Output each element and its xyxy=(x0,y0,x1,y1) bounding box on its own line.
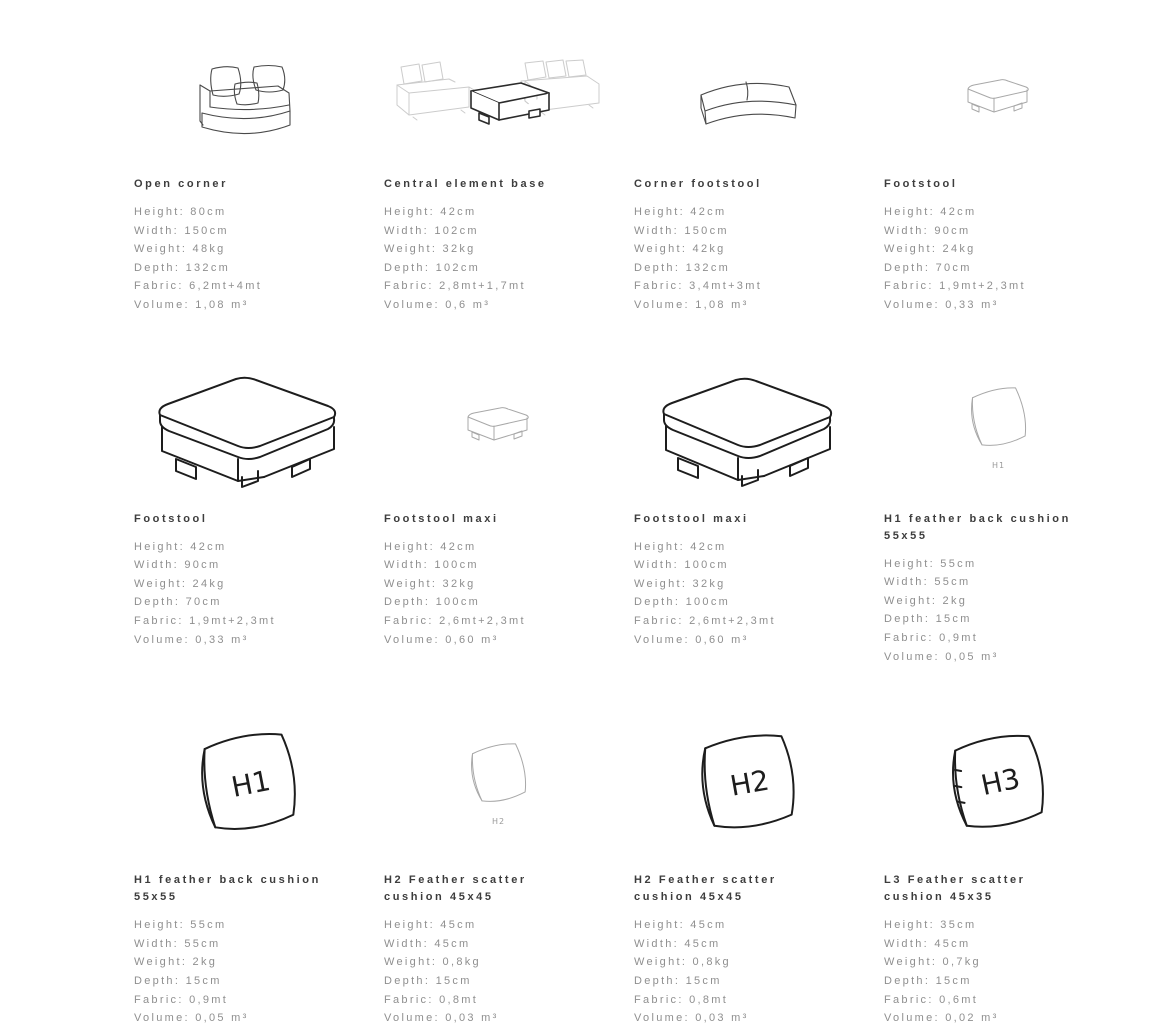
title-line: H1 feather back cushion xyxy=(884,512,1071,525)
spec-depth: Depth: 100cm xyxy=(384,596,481,609)
title-line: Footstool maxi xyxy=(634,512,749,525)
spec-height: Height: 42cm xyxy=(634,540,727,553)
title-line: H1 feather back cushion xyxy=(134,874,321,887)
title-line: Corner footstool xyxy=(634,178,762,190)
open-corner-sofa-illustration xyxy=(134,38,362,160)
footstool-illustration xyxy=(884,38,1112,160)
spec-depth: Depth: 132cm xyxy=(134,261,231,274)
corner-footstool-illustration xyxy=(634,38,862,160)
spec-depth: Depth: 15cm xyxy=(634,974,722,987)
cushion-label: H1 xyxy=(228,764,274,804)
cushion-label: H2 xyxy=(727,763,772,803)
product-specs xyxy=(634,916,862,1028)
spec-weight: Weight: 0,7kg xyxy=(884,956,981,969)
spec-width: Width: 90cm xyxy=(134,559,221,572)
spec-width: Width: 45cm xyxy=(634,937,721,950)
spec-width: Width: 55cm xyxy=(134,937,221,950)
spec-weight: Weight: 48kg xyxy=(134,243,226,256)
product-specs xyxy=(884,916,1112,1028)
spec-depth: Depth: 15cm xyxy=(884,974,972,987)
spec-weight: Weight: 32kg xyxy=(634,577,726,590)
large-cushion-illustration xyxy=(634,708,862,856)
spec-volume: Volume: 0,02 m³ xyxy=(884,1012,999,1025)
spec-depth: Depth: 102cm xyxy=(384,261,481,274)
spec-width: Width: 150cm xyxy=(134,224,229,237)
grid-row-3 xyxy=(134,708,1170,1028)
product-card-central-element-base xyxy=(384,38,634,315)
product-card-corner-footstool xyxy=(634,38,884,315)
spec-weight: Weight: 2kg xyxy=(134,956,218,969)
large-cushion-illustration xyxy=(884,708,1112,856)
sectional-central-ottoman-icon xyxy=(391,51,606,147)
title-line: cushion 45x35 xyxy=(884,891,994,904)
spec-depth: Depth: 15cm xyxy=(384,974,472,987)
product-title xyxy=(634,176,862,193)
title-line: H2 Feather scatter xyxy=(384,874,527,887)
spec-fabric: Fabric: 3,4mt+3mt xyxy=(634,280,763,293)
spec-fabric: Fabric: 0,8mt xyxy=(634,993,729,1006)
spec-fabric: Fabric: 0,8mt xyxy=(384,993,479,1006)
spec-width: Width: 102cm xyxy=(384,224,479,237)
small-cushion-illustration xyxy=(384,708,612,856)
spec-volume: Volume: 0,60 m³ xyxy=(634,633,749,646)
large-cushion-illustration xyxy=(134,708,362,856)
title-line: Footstool xyxy=(134,512,208,525)
corner-footstool-icon xyxy=(689,63,807,135)
spec-fabric: Fabric: 0,9mt xyxy=(884,631,979,644)
spec-weight: Weight: 0,8kg xyxy=(384,956,481,969)
product-specs xyxy=(634,203,862,315)
spec-height: Height: 45cm xyxy=(634,919,727,932)
spec-weight: Weight: 42kg xyxy=(634,243,726,256)
title-line: cushion 45x45 xyxy=(634,891,744,904)
product-card-footstool-large xyxy=(134,357,384,667)
product-card-h1-cushion-small xyxy=(884,357,1134,667)
spec-volume: Volume: 0,60 m³ xyxy=(384,633,499,646)
large-footstool-illustration xyxy=(134,357,362,495)
product-card-footstool xyxy=(884,38,1134,315)
spec-fabric: Fabric: 2,8mt+1,7mt xyxy=(384,280,526,293)
title-line: 55x55 xyxy=(884,529,928,542)
product-title xyxy=(384,176,612,193)
spec-weight: Weight: 24kg xyxy=(134,577,226,590)
title-line: L3 Feather scatter xyxy=(884,874,1026,887)
product-title xyxy=(634,872,862,906)
title-line: cushion 45x45 xyxy=(384,891,494,904)
footstool-maxi-large-icon xyxy=(650,364,846,488)
spec-volume: Volume: 0,03 m³ xyxy=(384,1012,499,1025)
spec-width: Width: 45cm xyxy=(384,937,471,950)
title-line: 55x55 xyxy=(134,891,178,904)
spec-fabric: Fabric: 0,9mt xyxy=(134,993,229,1006)
cushion-small-icon xyxy=(952,378,1044,474)
title-line: Footstool maxi xyxy=(384,512,499,525)
product-specs xyxy=(634,538,862,650)
large-footstool-icon xyxy=(144,363,352,489)
product-card-footstool-maxi-small xyxy=(384,357,634,667)
spec-width: Width: 55cm xyxy=(884,576,971,589)
product-specs xyxy=(884,555,1112,667)
product-specs xyxy=(384,203,612,315)
spec-volume: Volume: 0,03 m³ xyxy=(634,1012,749,1025)
spec-weight: Weight: 2kg xyxy=(884,594,968,607)
product-title xyxy=(384,872,612,906)
spec-volume: Volume: 0,05 m³ xyxy=(884,650,999,663)
spec-volume: Volume: 1,08 m³ xyxy=(634,298,749,311)
spec-height: Height: 45cm xyxy=(384,919,477,932)
product-card-footstool-maxi-large xyxy=(634,357,884,667)
title-line: H2 Feather scatter xyxy=(634,874,777,887)
cushion-label: H1 xyxy=(992,460,1006,470)
spec-depth: Depth: 70cm xyxy=(134,596,222,609)
title-line: Central element base xyxy=(384,178,547,190)
spec-height: Height: 80cm xyxy=(134,206,227,218)
spec-height: Height: 42cm xyxy=(134,540,227,553)
product-specs xyxy=(384,538,612,650)
product-title xyxy=(134,872,362,906)
spec-fabric: Fabric: 2,6mt+2,3mt xyxy=(384,614,526,627)
product-specs xyxy=(134,538,362,650)
spec-width: Width: 100cm xyxy=(384,559,479,572)
product-title xyxy=(134,511,362,528)
spec-depth: Depth: 70cm xyxy=(884,261,972,274)
product-title xyxy=(134,176,362,193)
product-title xyxy=(634,511,862,528)
footstool-maxi-icon xyxy=(456,396,540,456)
spec-fabric: Fabric: 2,6mt+2,3mt xyxy=(634,614,776,627)
footstool-icon xyxy=(956,70,1040,128)
product-card-h2-cushion-large xyxy=(634,708,884,1028)
spec-weight: Weight: 0,8kg xyxy=(634,956,731,969)
product-title xyxy=(384,511,612,528)
spec-depth: Depth: 15cm xyxy=(884,613,972,626)
spec-width: Width: 90cm xyxy=(884,224,971,237)
product-specs xyxy=(134,916,362,1028)
spec-volume: Volume: 0,33 m³ xyxy=(134,633,249,646)
product-card-open-corner xyxy=(134,38,384,315)
product-specs xyxy=(384,916,612,1028)
large-footstool-maxi-illustration xyxy=(634,357,862,495)
open-corner-sofa-icon xyxy=(188,49,308,149)
cushion-label: H2 xyxy=(492,817,506,827)
spec-depth: Depth: 15cm xyxy=(134,974,222,987)
spec-fabric: Fabric: 1,9mt+2,3mt xyxy=(134,614,276,627)
grid-row-2 xyxy=(134,357,1170,667)
product-title xyxy=(884,511,1112,545)
spec-volume: Volume: 0,33 m³ xyxy=(884,298,999,311)
spec-weight: Weight: 32kg xyxy=(384,243,476,256)
spec-weight: Weight: 32kg xyxy=(384,577,476,590)
spec-depth: Depth: 100cm xyxy=(634,596,731,609)
product-specs xyxy=(134,203,362,315)
spec-height: Height: 42cm xyxy=(384,206,477,218)
product-card-l3-cushion-large xyxy=(884,708,1134,1028)
product-card-h1-cushion-large xyxy=(134,708,384,1028)
small-footstool-maxi-illustration xyxy=(384,357,612,495)
spec-height: Height: 42cm xyxy=(634,206,727,218)
product-title xyxy=(884,176,1112,193)
spec-weight: Weight: 24kg xyxy=(884,243,976,256)
product-title xyxy=(884,872,1112,906)
central-element-illustration xyxy=(384,38,612,160)
spec-width: Width: 100cm xyxy=(634,559,729,572)
small-cushion-illustration xyxy=(884,357,1112,495)
title-line: Footstool xyxy=(884,178,958,190)
cushion-large-icon xyxy=(679,718,817,846)
spec-width: Width: 45cm xyxy=(884,937,971,950)
spec-height: Height: 55cm xyxy=(884,557,977,570)
product-specs xyxy=(884,203,1112,315)
spec-depth: Depth: 132cm xyxy=(634,261,731,274)
spec-volume: Volume: 1,08 m³ xyxy=(134,298,249,311)
spec-height: Height: 42cm xyxy=(884,206,977,218)
cushion-small-icon xyxy=(452,734,544,830)
spec-fabric: Fabric: 1,9mt+2,3mt xyxy=(884,280,1026,293)
grid-row-1 xyxy=(134,38,1170,315)
spec-height: Height: 42cm xyxy=(384,540,477,553)
spec-volume: Volume: 0,6 m³ xyxy=(384,298,491,311)
spec-height: Height: 55cm xyxy=(134,919,227,932)
product-card-h2-cushion-small xyxy=(384,708,634,1028)
cushion-large-icon xyxy=(931,720,1065,844)
spec-fabric: Fabric: 0,6mt xyxy=(884,993,979,1006)
title-line: Open corner xyxy=(134,178,229,190)
spec-volume: Volume: 0,05 m³ xyxy=(134,1012,249,1025)
spec-height: Height: 35cm xyxy=(884,919,977,932)
cushion-large-icon xyxy=(177,716,319,848)
cushion-label: H3 xyxy=(978,761,1023,803)
spec-fabric: Fabric: 6,2mt+4mt xyxy=(134,280,263,293)
spec-width: Width: 150cm xyxy=(634,224,729,237)
